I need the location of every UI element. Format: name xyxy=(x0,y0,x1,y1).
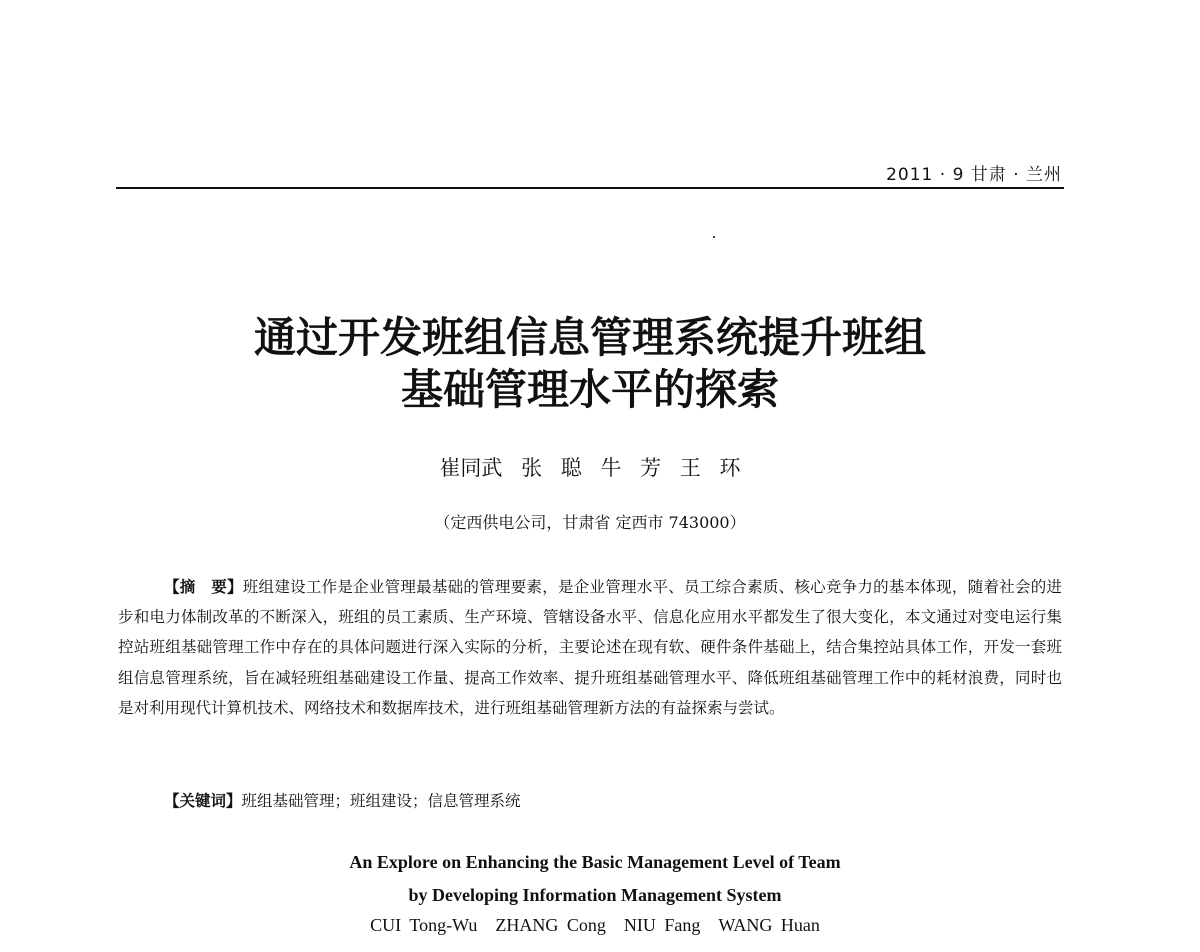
keywords-text: 班组基础管理；班组建设；信息管理系统 xyxy=(241,792,521,810)
english-title-line-2: by Developing Information Management System xyxy=(408,885,782,905)
scan-speck xyxy=(713,236,715,238)
english-author-name: WANG Huan xyxy=(718,915,820,935)
keywords xyxy=(164,789,521,811)
paper-title-line-1: 通过开发班组信息管理系统提升班组 xyxy=(253,313,926,362)
author-name: 牛 芳 xyxy=(600,456,662,480)
abstract xyxy=(118,572,1062,723)
affiliation: （定西供电公司，甘肃省 定西市 743000） xyxy=(434,513,746,532)
author-name: 王 环 xyxy=(679,456,741,480)
english-author-name: ZHANG Cong xyxy=(495,915,606,935)
header-rule xyxy=(116,187,1064,189)
author-list xyxy=(0,452,1180,482)
english-author-list xyxy=(0,915,1190,936)
running-head: 2011 · 9 甘肃 · 兰州 xyxy=(886,165,1062,185)
keywords-label: 【关键词】 xyxy=(164,792,242,810)
english-author-name: CUI Tong-Wu xyxy=(370,915,478,935)
author-name: 崔同武 xyxy=(439,456,503,480)
paper-title-line-2: 基础管理水平的探索 xyxy=(400,365,779,414)
abstract-text: 班组建设工作是企业管理最基础的管理要素，是企业管理水平、员工综合素质、核心竞争力的基本体现，随着社会的进步和电力体制改革的不断深入，班组的员工素质、生产环境、管辖设备水平、信息化应用水平都发生了很大变化，本文通过对变电运行集控站班组基础管理工作中存在的具体问题进行深入实际的分析，主要论述在现有软、硬件条件基础上，结合集控站具体工作，开发一套班组信息管理系统，旨在减轻班组基础建设工作量、提高工作效率、提升班组基础管理水平、降低班组基础管理工作中的耗材浪费，同时也是对利用现代计算机技术、网络技术和数据库技术，进行班组基础管理新方法的有益探索与尝试。 xyxy=(118,578,1062,717)
english-title-line-1: An Explore on Enhancing the Basic Management Level of Team xyxy=(349,852,841,872)
abstract-label: 【摘 要】 xyxy=(164,578,243,596)
english-author-name: NIU Fang xyxy=(623,915,701,935)
author-name: 张 聪 xyxy=(521,456,582,480)
